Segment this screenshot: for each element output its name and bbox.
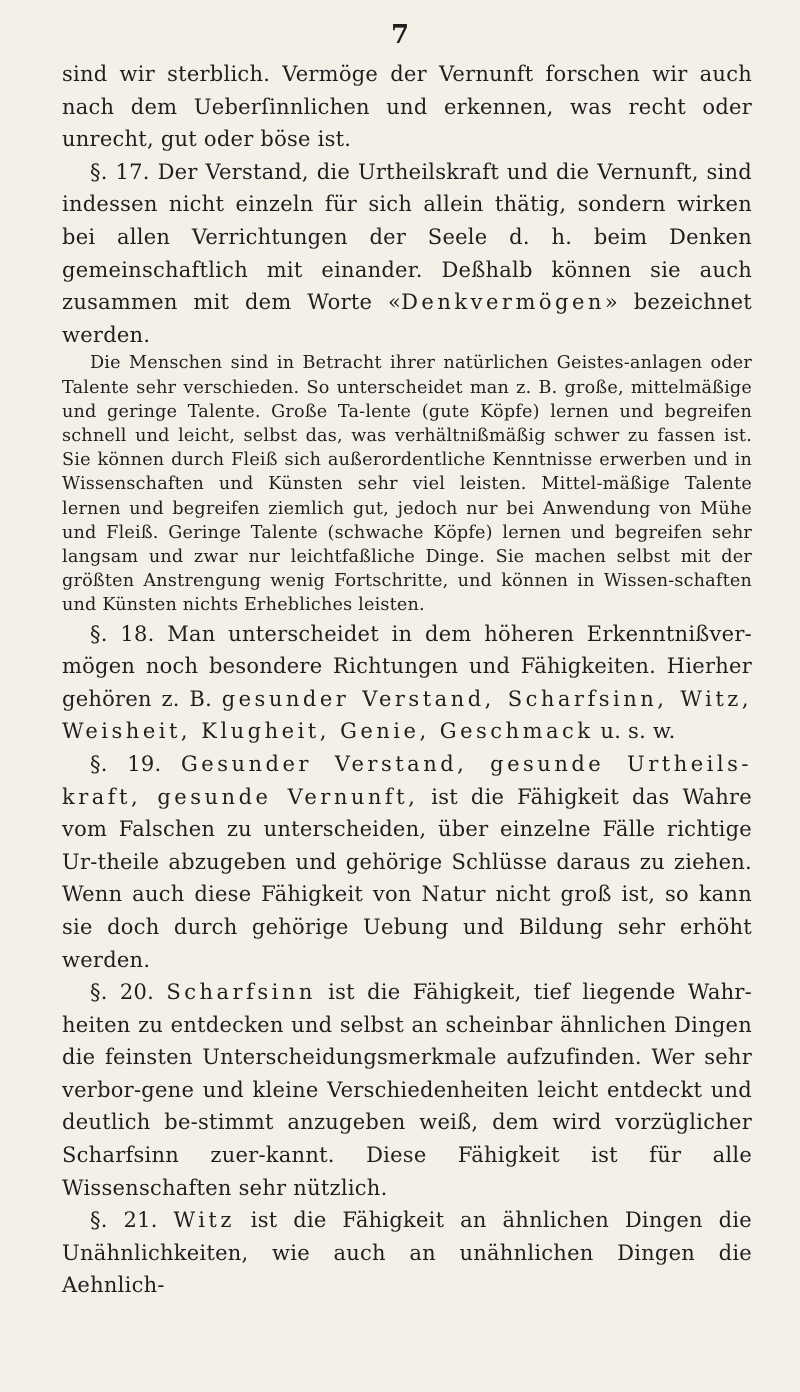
paragraph-section-19 [62,748,752,976]
paragraph-section-17 [62,156,752,352]
paragraph-continuation [62,58,752,156]
text-segment: ist die Fähigkeit, tief liegende Wahr-heiten zu entdecken und selbst an scheinbar ähnlichen Dingen die feinsten Unterscheidungsmerkmale aufzufinden. Wer sehr verbor-gene und kleine Verschiedenheiten leicht entdeckt und deutlich be-stimmt anzugeben weiß, dem wird vorzüglicher Scharfsinn zuer-kannt. Diese Fähigkeit ist für alle Wissenschaften sehr nützlich. [62,980,752,1200]
text-segment: §. 19. [90,751,181,776]
text-segment: ist die Fähigkeit das Wahre vom Falschen zu unterscheiden, über einzelne Fälle richtige Ur-theile abzugeben und gehörige Schlüsse daraus zu ziehen. Wenn auch diese Fähigkeit von Natur nicht groß ist, so kann sie doch durch gehörige Uebung und Bildung sehr erhöht werden. [62,784,752,972]
term-list: gesunder Verstand, Scharfsinn, Witz, Weisheit, Klugheit, Genie, Geschmack [62,686,753,744]
term-witz: Witz [173,1208,235,1233]
text-body [62,58,752,1302]
text-segment: §. 18. Man unterscheidet in dem höheren Erkenntnißver-mögen noch besondere Richtungen und Fähigkeiten. Hierher gehören z. B. [62,621,752,711]
page-number: 7 [390,20,410,50]
text-segment: » bezeichnet werden. [62,290,752,347]
term-gesunder-verstand: Gesunder Verstand, gesunde Urtheils-kraft, gesunde Vernunft, [62,751,752,809]
text-segment: §. 17. Der Verstand, die Urtheilskraft und die Vernunft, sind indessen nicht einzeln für sich allein thätig, sondern wirken bei allen Verrichtungen der Seele d. h. beim Denken gemeinschaftlich mit einander. Deßhalb können sie auch zusammen mit dem Worte « [62,159,752,315]
text-segment: §. 20. [90,980,167,1005]
text-segment: §. 21. [90,1208,174,1233]
text-segment: u. s. w. [593,719,676,744]
paragraph-talente-note [62,351,752,617]
term-denkvermoegen: Denkvermögen [401,290,605,315]
paragraph-section-18 [62,618,752,748]
paragraph-section-20 [62,976,752,1204]
term-scharfsinn: Scharfsinn [166,980,316,1005]
text-segment: Die Menschen sind in Betracht ihrer natürlichen Geistes-anlagen oder Talente sehr verschieden. So unterscheidet man z. B. große, mittelmäßige und geringe Talente. Große Ta-lente (gute Köpfe) lernen und begreifen schnell und leicht, selbst das, was verhältnißmäßig schwer zu fassen ist. Sie können durch Fleiß sich außerordentliche Kenntnisse erwerben und in Wissenschaften und Künsten sehr viel leisten. Mittel-mäßige Talente lernen und begreifen ziemlich gut, jedoch nur bei Anwendung von Mühe und Fleiß. Geringe Talente (schwache Köpfe) lernen und begreifen sehr langsam und zwar nur leichtfaßliche Dinge. Sie machen selbst mit der größten Anstrengung wenig Fortschritte, und können in Wissen-schaften und Künsten nichts Erhebliches leisten. [62,353,752,616]
paragraph-section-21 [62,1204,752,1302]
text-segment: sind wir sterblich. Vermöge der Vernunft forschen wir auch nach dem Ueberſinnlichen und erkennen, was recht oder unrecht, gut oder böse ist. [62,62,752,152]
text-segment: ist die Fähigkeit an ähnlichen Dingen die Unähnlichkeiten, wie auch an unähnlichen Dingen die Aehnlich- [62,1208,752,1298]
